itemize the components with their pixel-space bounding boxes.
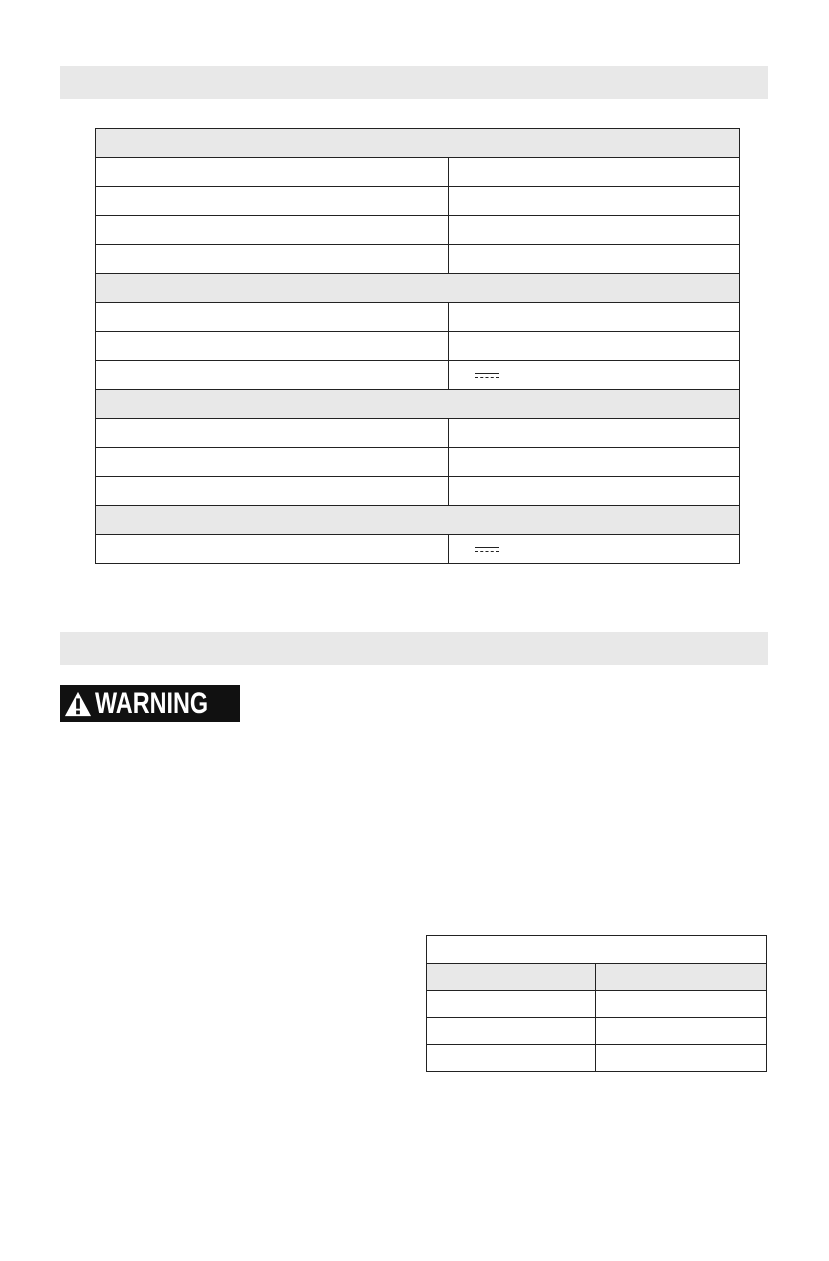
- table-cell: [96, 477, 449, 506]
- table-title-row: [427, 936, 767, 964]
- table-cell: [96, 216, 449, 245]
- table-cell: [96, 158, 449, 187]
- table-group-header: [96, 506, 740, 535]
- table-row: [96, 419, 740, 448]
- table-cell: [427, 991, 596, 1018]
- table-header-cell: [427, 964, 596, 991]
- table-row: [96, 448, 740, 477]
- table-cell: [427, 1018, 596, 1045]
- table-row: [96, 187, 740, 216]
- table-cell: [96, 448, 449, 477]
- warning-label: [60, 685, 240, 722]
- table-cell: [96, 303, 449, 332]
- table-cell: [449, 216, 740, 245]
- table-cell: [449, 187, 740, 216]
- table-row: [96, 158, 740, 187]
- table-group-header: [96, 274, 740, 303]
- table-cell: [449, 158, 740, 187]
- table-row: [96, 216, 740, 245]
- direct-current-icon: [475, 545, 499, 555]
- table-row: [96, 477, 740, 506]
- table-cell: [449, 419, 740, 448]
- table-group-header: [96, 129, 740, 158]
- table-cell: [96, 535, 449, 564]
- warning-triangle-icon: [64, 690, 92, 718]
- section-header-bar: [60, 632, 768, 665]
- table-header-cell: [596, 964, 767, 991]
- table-cell: [449, 332, 740, 361]
- table-row: [427, 1018, 767, 1045]
- section-header-bar: [60, 66, 768, 99]
- table-cell: [96, 419, 449, 448]
- table-cell: [96, 361, 449, 390]
- specifications-table: [95, 128, 740, 564]
- table-cell: [96, 187, 449, 216]
- table-row: [96, 245, 740, 274]
- table-cell: [449, 477, 740, 506]
- table-cell: [596, 991, 767, 1018]
- table-cell: [449, 535, 740, 564]
- table-row: [96, 535, 740, 564]
- direct-current-icon: [475, 371, 499, 381]
- table-cell: [596, 1018, 767, 1045]
- table-cell: [449, 303, 740, 332]
- table-header-row: [427, 964, 767, 991]
- table-row: [427, 991, 767, 1018]
- reference-table: [426, 935, 767, 1072]
- table-cell: [596, 1045, 767, 1072]
- table-group-header: [96, 390, 740, 419]
- table-cell: [427, 1045, 596, 1072]
- warning-text: WARNING: [95, 687, 209, 720]
- table-row: [96, 332, 740, 361]
- table-row: [427, 1045, 767, 1072]
- table-row: [96, 303, 740, 332]
- table-cell: [449, 245, 740, 274]
- table-cell: [449, 448, 740, 477]
- table-cell: [449, 361, 740, 390]
- table-cell: [96, 332, 449, 361]
- table-row: [96, 361, 740, 390]
- table-cell: [96, 245, 449, 274]
